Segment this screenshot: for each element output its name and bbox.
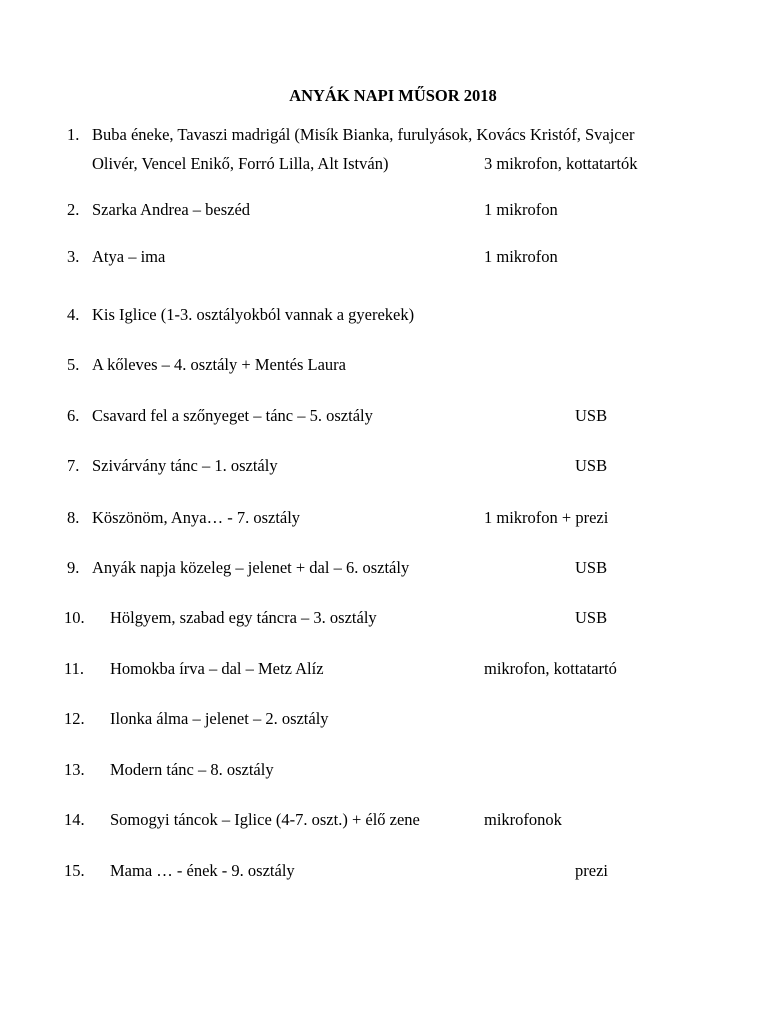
item-number: 14. xyxy=(64,810,85,829)
item-text: Anyák napja közeleg – jelenet + dal – 6. osztály xyxy=(92,558,410,577)
item-text: Köszönöm, Anya… - 7. osztály xyxy=(92,508,301,527)
item-text: Hölgyem, szabad egy táncra – 3. osztály xyxy=(110,608,377,627)
item-equipment: USB xyxy=(575,406,608,425)
item-number: 11. xyxy=(64,659,85,678)
item-number: 7. xyxy=(67,456,80,475)
item-text: A kőleves – 4. osztály + Mentés Laura xyxy=(92,355,346,374)
item-text: Homokba írva – dal – Metz Alíz xyxy=(110,659,324,678)
item-text: Buba éneke, Tavaszi madrigál (Misík Bianka, furulyások, Kovács Kristóf, Svajcer xyxy=(92,125,635,144)
item-text: Szivárvány tánc – 1. osztály xyxy=(92,456,278,475)
item-equipment: prezi xyxy=(575,861,608,880)
item-number: 3. xyxy=(67,247,80,266)
item-equipment: 1 mikrofon + prezi xyxy=(484,508,609,527)
item-equipment: USB xyxy=(575,558,608,577)
item-equipment: 1 mikrofon xyxy=(484,247,558,266)
item-number: 15. xyxy=(64,861,85,880)
item-equipment: USB xyxy=(575,608,608,627)
item-number: 5. xyxy=(67,355,80,374)
item-text: Kis Iglice (1-3. osztályokból vannak a gyerekek) xyxy=(92,305,415,324)
item-text: Csavard fel a szőnyeget – tánc – 5. osztály xyxy=(92,406,373,425)
item-equipment: 1 mikrofon xyxy=(484,200,558,219)
item-text: Szarka Andrea – beszéd xyxy=(92,200,251,219)
item-number: 6. xyxy=(67,406,80,425)
item-number: 10. xyxy=(64,608,85,627)
item-number: 4. xyxy=(67,305,80,324)
item-text: Modern tánc – 8. osztály xyxy=(110,760,274,779)
item-number: 9. xyxy=(67,558,80,577)
item-text: Somogyi táncok – Iglice (4-7. oszt.) + élő zene xyxy=(110,810,420,829)
item-number: 13. xyxy=(64,760,85,779)
item-number: 12. xyxy=(64,709,85,728)
item-text: Mama … - ének - 9. osztály xyxy=(110,861,295,880)
document-title: ANYÁK NAPI MŰSOR 2018 xyxy=(289,86,497,105)
item-number: 8. xyxy=(67,508,80,527)
item-text: Atya – ima xyxy=(92,247,166,266)
item-equipment: mikrofonok xyxy=(484,810,562,829)
item-equipment: mikrofon, kottatartó xyxy=(484,659,617,678)
item-text: Ilonka álma – jelenet – 2. osztály xyxy=(110,709,329,728)
item-number: 2. xyxy=(67,200,80,219)
item-equipment: 3 mikrofon, kottatartók xyxy=(484,154,638,173)
item-equipment: USB xyxy=(575,456,608,475)
item-number: 1. xyxy=(67,125,80,144)
item-text-continued: Olivér, Vencel Enikő, Forró Lilla, Alt István) xyxy=(92,154,389,173)
